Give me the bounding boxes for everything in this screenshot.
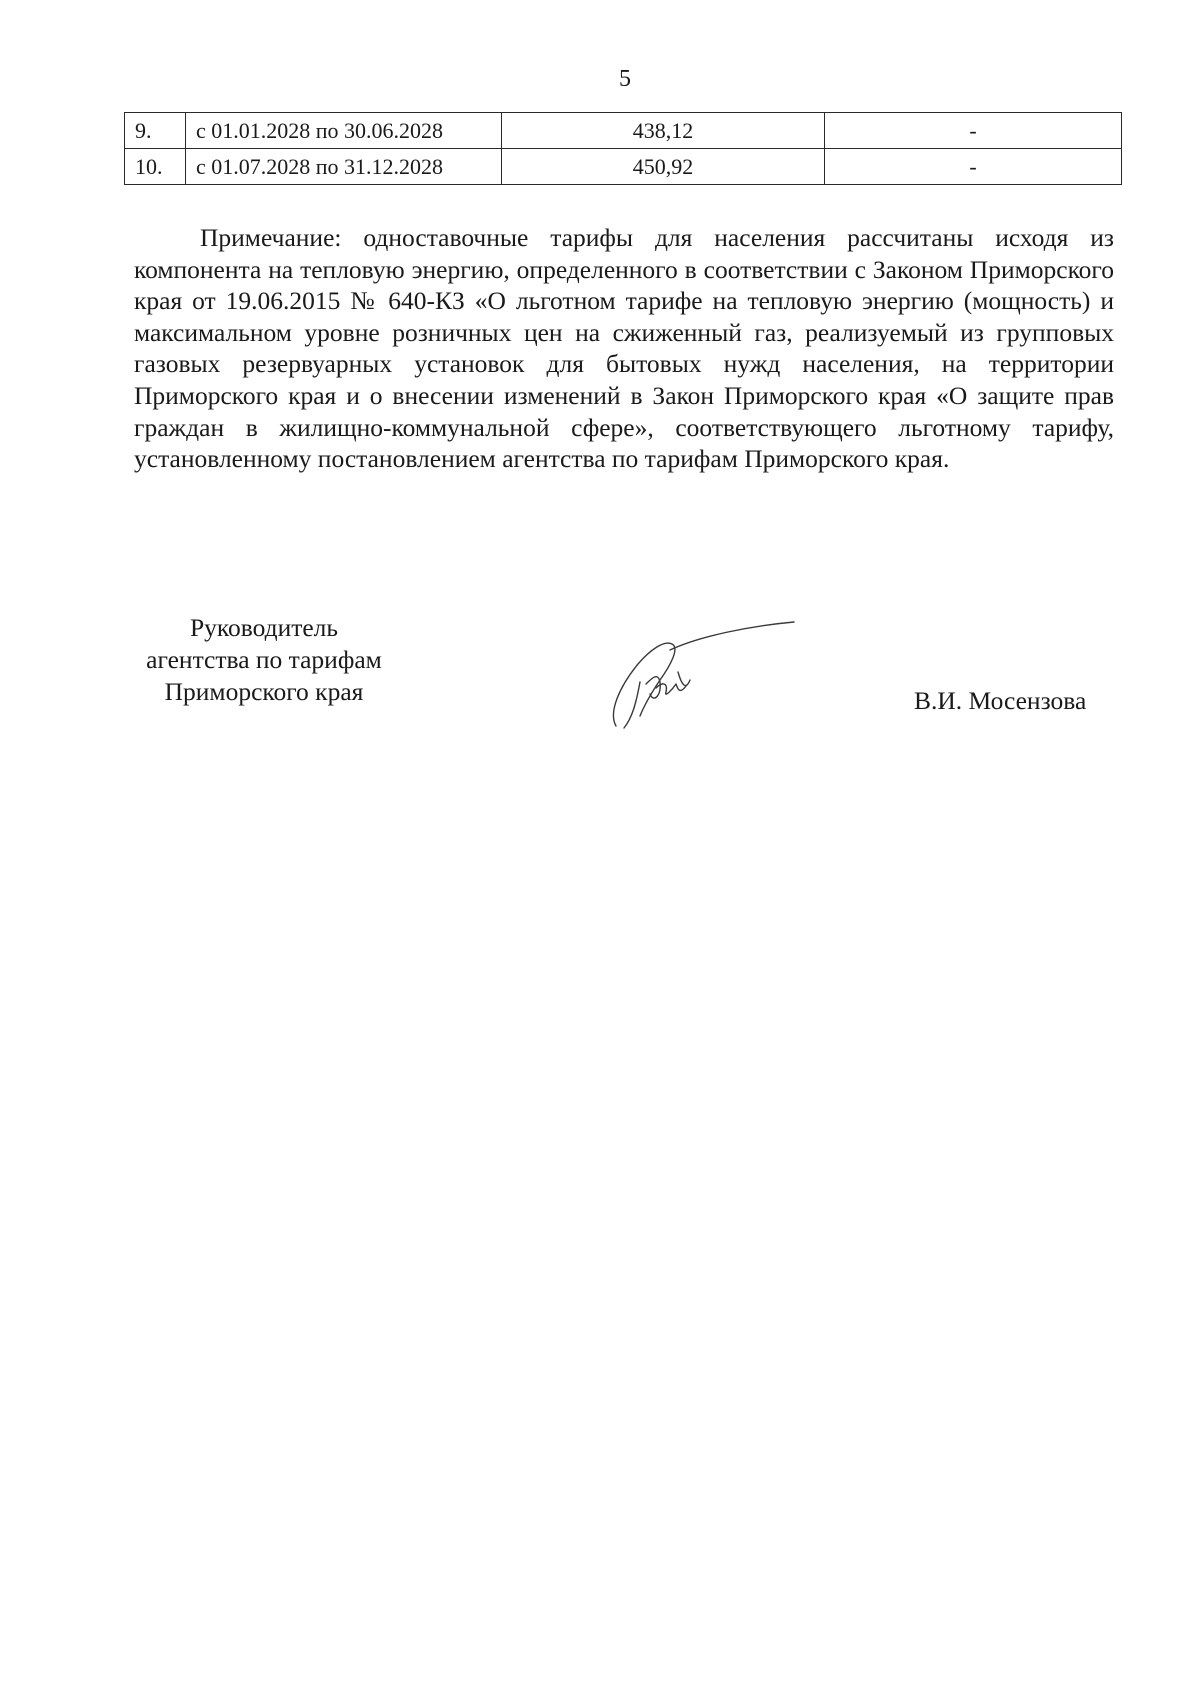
row-extra-value: - <box>825 113 1122 149</box>
row-period: с 01.07.2028 по 31.12.2028 <box>186 149 502 185</box>
signer-title-line: агентства по тарифам <box>146 645 382 674</box>
tariff-table <box>124 112 1122 185</box>
row-tariff-value: 438,12 <box>502 113 825 149</box>
row-tariff-value: 450,92 <box>502 149 825 185</box>
row-period: с 01.01.2028 по 30.06.2028 <box>186 113 502 149</box>
signer-name: В.И. Мосензова <box>914 686 1087 715</box>
signer-title-line: Приморского края <box>164 677 364 706</box>
table-row <box>125 149 1122 185</box>
row-number: 10. <box>125 149 186 185</box>
table-row <box>125 113 1122 149</box>
page-number: 5 <box>619 66 631 92</box>
row-number: 9. <box>125 113 186 149</box>
row-extra-value: - <box>825 149 1122 185</box>
handwritten-signature <box>600 620 810 740</box>
signer-title <box>114 612 414 708</box>
note-paragraph: Примечание: одноставочные тарифы для населения рассчитаны исходя из компонента на тепловую энергию, определенного в соответствии с Законом Приморского края от 19.06.2015 № 640-КЗ «О льготном тарифе на тепловую энергию (мощность) и максимальном уровне розничных цен на сжиженный газ, реализуемый из групповых газовых резервуарных установок для бытовых нужд населения, на территории Приморского края и о внесении изменений в Закон Приморского края «О защите прав граждан в жилищно-коммунальной сфере», соответствующего льготному тарифу, установленному постановлением агентства по тарифам Приморского края. <box>134 223 1114 474</box>
signer-title-line: Руководитель <box>189 613 339 642</box>
